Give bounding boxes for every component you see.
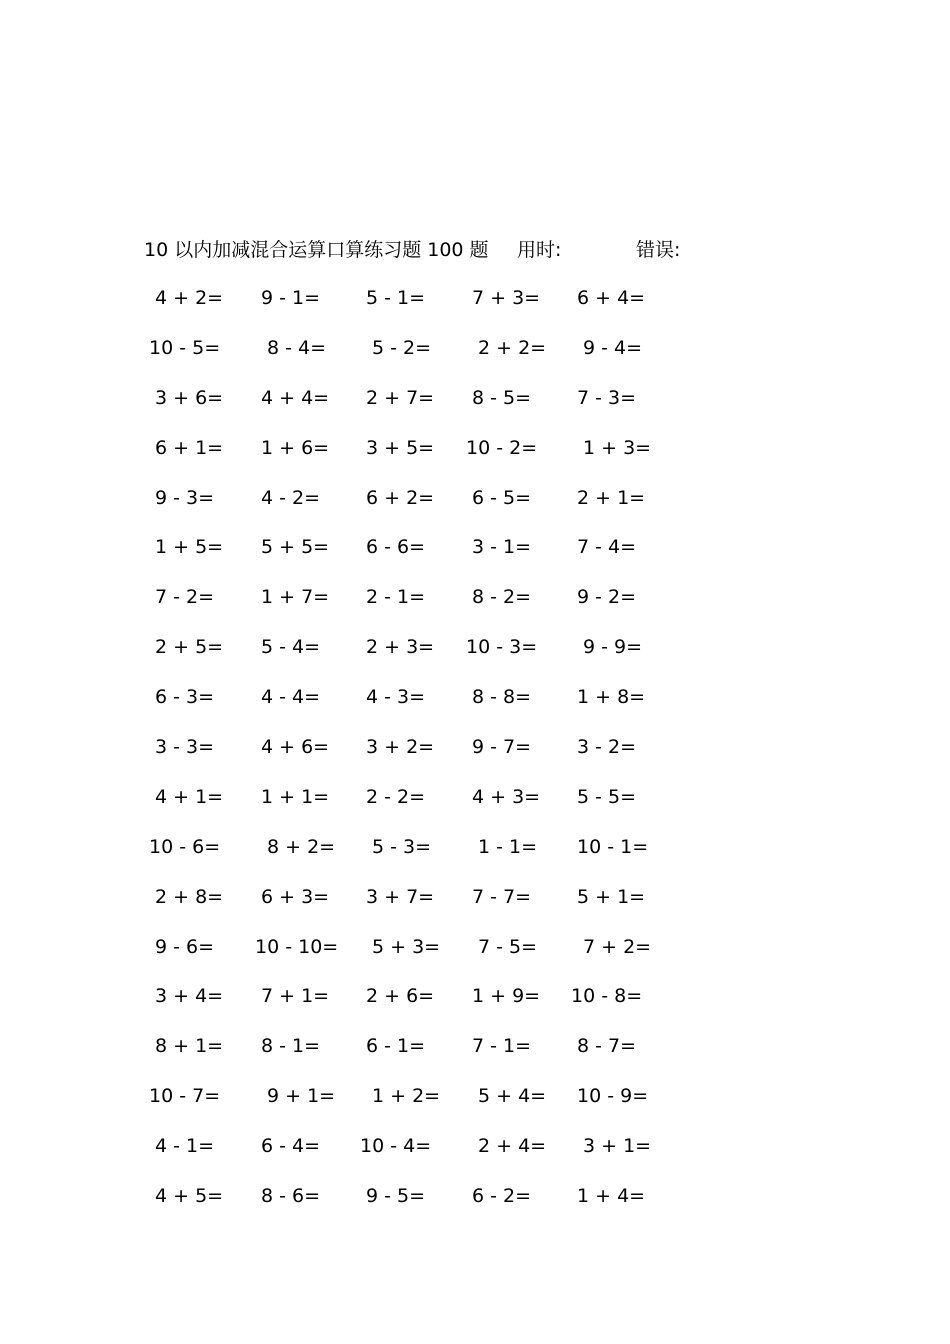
problem-item: 4 + 4= bbox=[261, 386, 330, 409]
problem-item: 1 + 5= bbox=[155, 536, 224, 559]
problem-item: 6 - 4= bbox=[261, 1135, 321, 1158]
problem-item: 9 - 6= bbox=[155, 935, 215, 958]
problem-item: 10 - 1= bbox=[577, 835, 649, 858]
problem-item: 10 - 9= bbox=[577, 1085, 649, 1108]
problem-item: 10 - 5= bbox=[149, 336, 221, 359]
problem-item: 2 + 4= bbox=[478, 1135, 547, 1158]
problem-item: 9 - 9= bbox=[583, 636, 643, 659]
problem-item: 9 - 2= bbox=[577, 586, 637, 609]
problem-row bbox=[0, 1181, 950, 1231]
problem-item: 10 - 7= bbox=[149, 1085, 221, 1108]
problem-item: 6 + 4= bbox=[577, 287, 646, 309]
problem-item: 8 - 7= bbox=[577, 1035, 637, 1058]
problem-item: 8 - 5= bbox=[472, 386, 532, 409]
problem-item: 2 + 6= bbox=[366, 985, 435, 1008]
problem-item: 7 - 7= bbox=[472, 885, 532, 908]
problem-item: 4 + 5= bbox=[155, 1185, 224, 1208]
problem-row bbox=[0, 1031, 950, 1081]
problem-item: 7 - 4= bbox=[577, 536, 637, 559]
problem-item: 8 - 8= bbox=[472, 686, 532, 709]
problem-item: 2 + 5= bbox=[155, 636, 224, 659]
problem-item: 5 - 4= bbox=[261, 636, 321, 659]
problem-item: 6 + 2= bbox=[366, 486, 435, 509]
problem-item: 9 - 7= bbox=[472, 736, 532, 759]
problem-item: 7 + 1= bbox=[261, 985, 330, 1008]
problem-item: 2 + 8= bbox=[155, 885, 224, 908]
problem-item: 2 + 7= bbox=[366, 386, 435, 409]
problem-row bbox=[0, 932, 950, 982]
problem-row bbox=[0, 682, 950, 732]
problem-item: 3 + 7= bbox=[366, 885, 435, 908]
problem-item: 9 - 5= bbox=[366, 1185, 426, 1208]
errors-label: 错误: bbox=[636, 239, 681, 261]
worksheet-title: 10 以内加减混合运算口算练习题 100 题 bbox=[144, 239, 489, 261]
problem-item: 7 - 5= bbox=[478, 935, 538, 958]
problem-item: 8 - 4= bbox=[267, 336, 327, 359]
problem-item: 2 + 2= bbox=[478, 336, 547, 359]
problem-item: 3 + 1= bbox=[583, 1135, 652, 1158]
problem-item: 3 + 2= bbox=[366, 736, 435, 759]
problem-item: 5 + 1= bbox=[577, 885, 646, 908]
problem-item: 7 + 3= bbox=[472, 287, 541, 309]
problem-item: 7 - 3= bbox=[577, 386, 637, 409]
problem-item: 4 - 2= bbox=[261, 486, 321, 509]
problem-item: 1 + 6= bbox=[261, 436, 330, 459]
problem-item: 6 - 3= bbox=[155, 686, 215, 709]
problem-item: 7 - 1= bbox=[472, 1035, 532, 1058]
problem-row bbox=[0, 383, 950, 433]
problem-item: 5 + 5= bbox=[261, 536, 330, 559]
problem-item: 9 - 4= bbox=[583, 336, 643, 359]
problem-row bbox=[0, 483, 950, 533]
problem-item: 10 - 8= bbox=[571, 985, 643, 1008]
problem-item: 4 + 1= bbox=[155, 785, 224, 808]
problem-item: 7 - 2= bbox=[155, 586, 215, 609]
problem-item: 1 + 8= bbox=[577, 686, 646, 709]
problem-row bbox=[0, 333, 950, 383]
problem-item: 2 - 1= bbox=[366, 586, 426, 609]
problem-row bbox=[0, 981, 950, 1031]
problem-item: 5 - 3= bbox=[372, 835, 432, 858]
problem-row bbox=[0, 882, 950, 932]
problem-item: 1 + 7= bbox=[261, 586, 330, 609]
problem-item: 2 - 2= bbox=[366, 785, 426, 808]
problem-item: 8 - 2= bbox=[472, 586, 532, 609]
problem-item: 10 - 4= bbox=[360, 1135, 432, 1158]
problem-item: 7 + 2= bbox=[583, 935, 652, 958]
problem-item: 6 - 2= bbox=[472, 1185, 532, 1208]
time-used-label: 用时: bbox=[517, 239, 562, 261]
problem-item: 3 - 2= bbox=[577, 736, 637, 759]
problem-row bbox=[0, 1081, 950, 1131]
problem-item: 4 + 6= bbox=[261, 736, 330, 759]
problem-item: 4 + 3= bbox=[472, 785, 541, 808]
problem-row bbox=[0, 433, 950, 483]
problem-item: 4 + 2= bbox=[155, 287, 224, 309]
problem-item: 5 + 3= bbox=[372, 935, 441, 958]
problem-item: 10 - 3= bbox=[466, 636, 538, 659]
problem-item: 5 - 5= bbox=[577, 785, 637, 808]
problem-item: 3 + 5= bbox=[366, 436, 435, 459]
problem-row bbox=[0, 582, 950, 632]
problem-item: 3 + 4= bbox=[155, 985, 224, 1008]
problem-item: 5 - 1= bbox=[366, 287, 426, 309]
problem-item: 1 + 2= bbox=[372, 1085, 441, 1108]
problem-item: 6 - 6= bbox=[366, 536, 426, 559]
problem-item: 2 + 1= bbox=[577, 486, 646, 509]
problem-row bbox=[0, 832, 950, 882]
problem-item: 10 - 6= bbox=[149, 835, 221, 858]
problem-item: 1 - 1= bbox=[478, 835, 538, 858]
problem-item: 4 - 4= bbox=[261, 686, 321, 709]
problem-item: 1 + 1= bbox=[261, 785, 330, 808]
problem-row bbox=[0, 1131, 950, 1181]
problem-item: 1 + 3= bbox=[583, 436, 652, 459]
problem-item: 3 + 6= bbox=[155, 386, 224, 409]
problem-item: 3 - 3= bbox=[155, 736, 215, 759]
problem-item: 10 - 10= bbox=[255, 935, 339, 958]
problem-item: 9 - 1= bbox=[261, 287, 321, 309]
problem-item: 6 - 5= bbox=[472, 486, 532, 509]
problem-item: 9 - 3= bbox=[155, 486, 215, 509]
problem-item: 4 - 1= bbox=[155, 1135, 215, 1158]
problem-item: 1 + 9= bbox=[472, 985, 541, 1008]
problem-item: 3 - 1= bbox=[472, 536, 532, 559]
problem-item: 8 + 2= bbox=[267, 835, 336, 858]
problem-row bbox=[0, 782, 950, 832]
problem-item: 5 - 2= bbox=[372, 336, 432, 359]
problem-item: 6 + 1= bbox=[155, 436, 224, 459]
problem-item: 5 + 4= bbox=[478, 1085, 547, 1108]
problem-grid bbox=[0, 283, 950, 1231]
problem-item: 6 - 1= bbox=[366, 1035, 426, 1058]
problem-item: 9 + 1= bbox=[267, 1085, 336, 1108]
problem-item: 1 + 4= bbox=[577, 1185, 646, 1208]
problem-item: 8 - 6= bbox=[261, 1185, 321, 1208]
problem-row bbox=[0, 532, 950, 582]
problem-row bbox=[0, 732, 950, 782]
problem-item: 10 - 2= bbox=[466, 436, 538, 459]
problem-item: 8 - 1= bbox=[261, 1035, 321, 1058]
problem-item: 4 - 3= bbox=[366, 686, 426, 709]
problem-item: 6 + 3= bbox=[261, 885, 330, 908]
problem-row bbox=[0, 283, 950, 333]
problem-item: 8 + 1= bbox=[155, 1035, 224, 1058]
problem-item: 2 + 3= bbox=[366, 636, 435, 659]
problem-row bbox=[0, 632, 950, 682]
